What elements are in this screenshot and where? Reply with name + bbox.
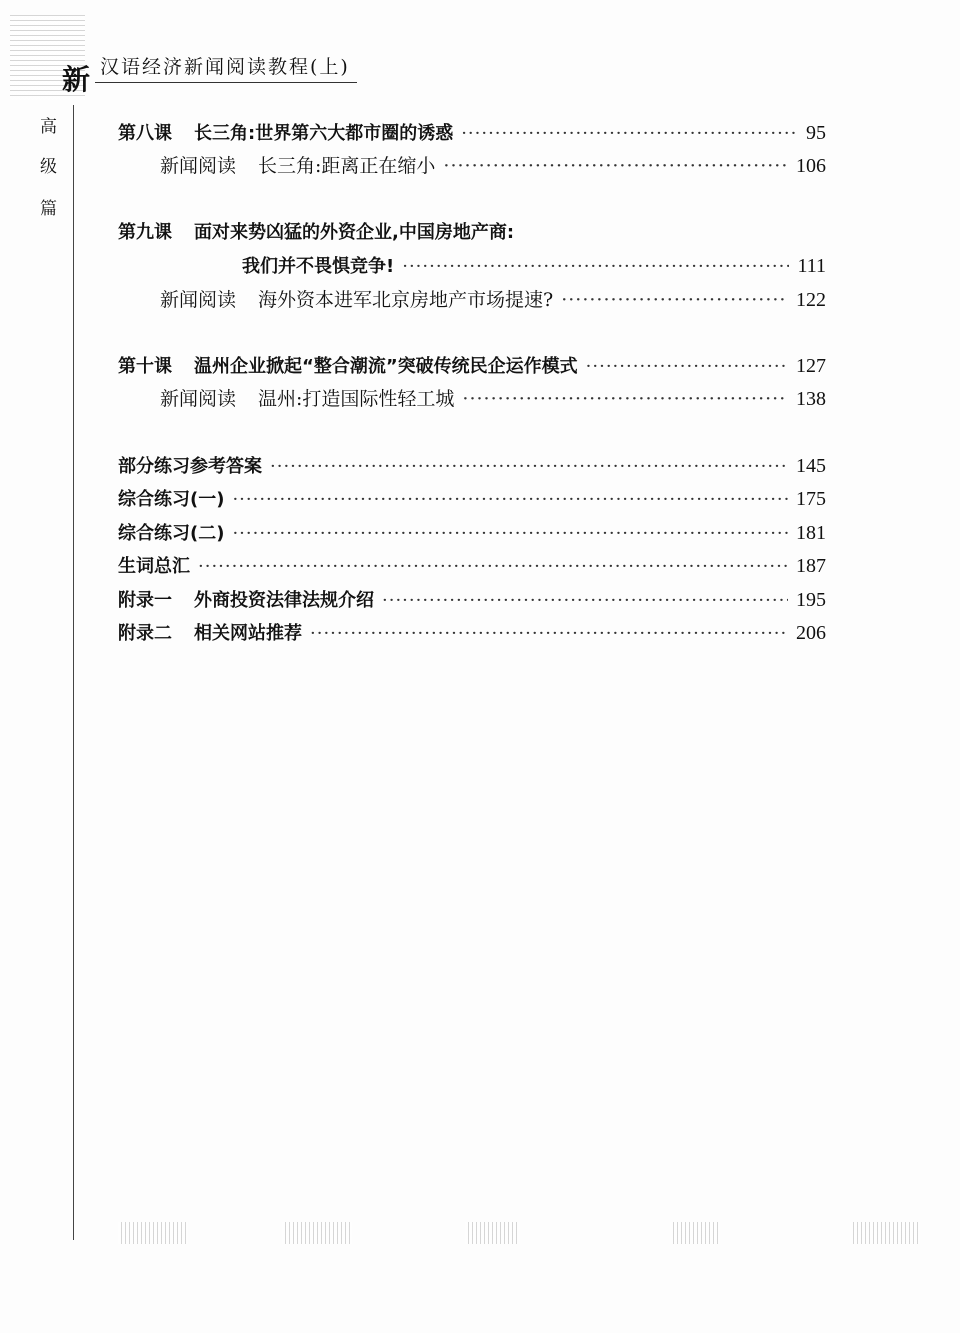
entry-title: 长三角:世界第六大都市圈的诱惑 [194, 123, 454, 144]
dot-leader [232, 522, 788, 546]
entry-label: 第十课 [118, 356, 172, 377]
margin-rule [73, 105, 74, 1240]
entry-title: 海外资本进军北京房地产市场提速? [258, 289, 554, 311]
dot-leader [382, 589, 788, 613]
entry-title: 外商投资法律法规介绍 [194, 590, 374, 611]
side-label-char: 高 [40, 117, 57, 137]
footer-decoration [465, 1222, 520, 1244]
entry-label: 新闻阅读 [160, 155, 237, 177]
entry-title: 相关网站推荐 [194, 623, 302, 644]
entry-label: 附录一 [118, 590, 172, 611]
page-number: 181 [796, 522, 826, 544]
entry-title: 面对来势凶猛的外资企业,中国房地产商: [194, 222, 515, 243]
dot-leader [310, 622, 788, 646]
page-number: 206 [796, 622, 826, 644]
entry-title: 综合练习(二) [118, 523, 225, 544]
entry-title: 温州:打造国际性轻工城 [258, 388, 455, 410]
page-number: 138 [796, 388, 826, 410]
toc-entry[interactable] [242, 254, 826, 279]
running-header: 汉语经济新闻阅读教程(上) [100, 56, 350, 78]
toc-entry[interactable] [160, 387, 826, 411]
page-number: 145 [796, 455, 826, 477]
series-char: 新 [62, 63, 91, 96]
dot-leader [270, 455, 788, 479]
dot-leader [586, 355, 788, 379]
footer-decoration [282, 1222, 352, 1244]
entry-title: 综合练习(一) [118, 489, 225, 510]
dot-leader [561, 288, 788, 312]
page-number: 111 [797, 255, 826, 277]
header-rule [95, 82, 357, 83]
dot-leader [198, 555, 788, 579]
page-number: 106 [796, 155, 826, 177]
footer-decoration [118, 1222, 188, 1244]
toc-entry[interactable] [118, 221, 826, 245]
toc-entry[interactable] [160, 154, 826, 178]
entry-title: 长三角:距离正在缩小 [258, 155, 436, 177]
page-number: 195 [796, 589, 826, 611]
entry-title: 我们并不畏惧竞争! [242, 256, 395, 277]
toc-entry[interactable] [118, 554, 826, 579]
entry-title: 温州企业掀起“整合潮流”突破传统民企运作模式 [194, 356, 578, 377]
footer-decoration [850, 1222, 920, 1244]
page-number: 127 [796, 355, 826, 377]
dot-leader [462, 387, 788, 411]
dot-leader [443, 154, 788, 178]
footer-decoration [670, 1222, 720, 1244]
side-label-char: 级 [40, 157, 57, 177]
entry-label: 第九课 [118, 222, 172, 243]
dot-leader [461, 122, 798, 146]
dot-leader [232, 488, 788, 512]
toc-entry[interactable] [160, 288, 826, 312]
entry-label: 第八课 [118, 123, 172, 144]
entry-label: 新闻阅读 [160, 388, 237, 410]
page-number: 175 [796, 488, 826, 510]
entry-label: 附录二 [118, 623, 172, 644]
toc-entry[interactable] [118, 621, 826, 646]
dot-leader [402, 255, 789, 279]
page-number: 187 [796, 555, 826, 577]
page-number: 122 [796, 289, 826, 311]
entry-label: 新闻阅读 [160, 289, 237, 311]
entry-title: 生词总汇 [118, 556, 190, 577]
toc-entry[interactable] [118, 121, 826, 146]
toc-entry[interactable] [118, 454, 826, 479]
entry-title: 部分练习参考答案 [118, 456, 262, 477]
toc-entry[interactable] [118, 354, 826, 379]
toc-entry[interactable] [118, 521, 826, 546]
page-number: 95 [806, 122, 826, 144]
toc-entry[interactable] [118, 588, 826, 613]
toc-entry[interactable] [118, 487, 826, 512]
side-label-char: 篇 [40, 199, 57, 219]
